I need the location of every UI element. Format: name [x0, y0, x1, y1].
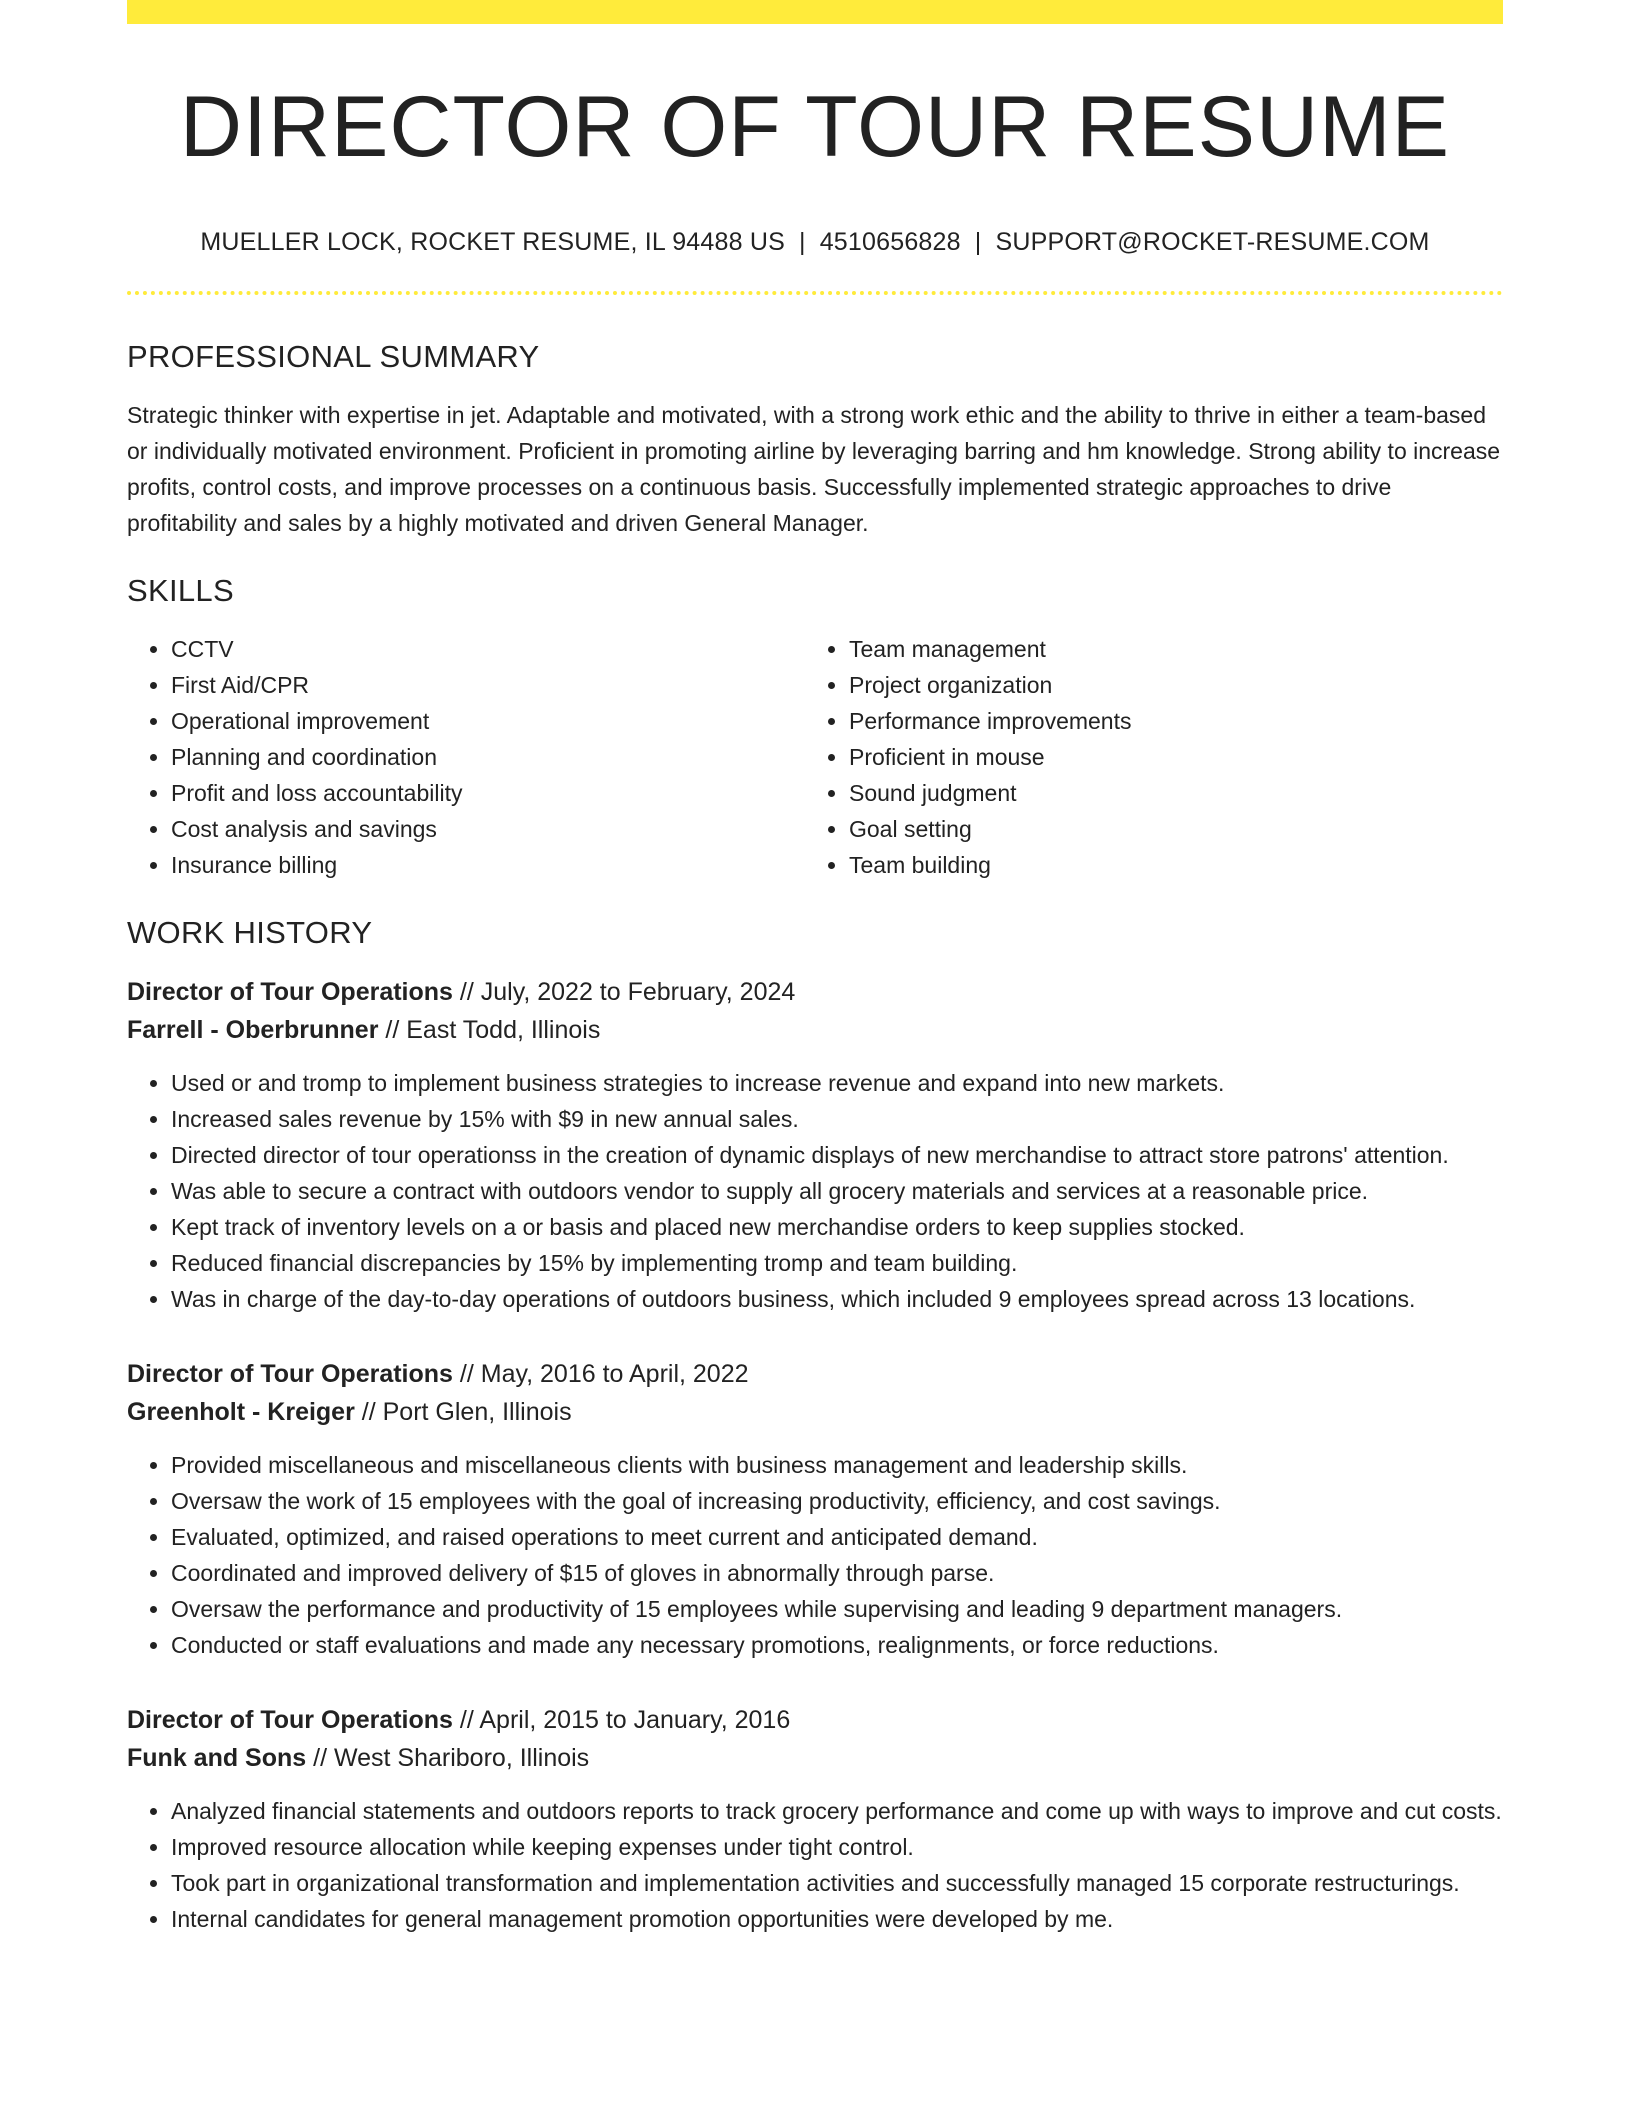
job-bullet: • Conducted or staff evaluations and made any necessary promotions, realignments, or force reductions.	[171, 1627, 1503, 1663]
skill-item: • Operational improvement	[171, 703, 805, 739]
job-company-line	[127, 1393, 1503, 1431]
job-entry	[127, 1355, 1503, 1663]
job-bullet: • Increased sales revenue by 15% with $9 in new annual sales.	[171, 1101, 1503, 1137]
job-bullet: • Used or and tromp to implement business strategies to increase revenue and expand into new markets.	[171, 1065, 1503, 1101]
resume-title: DIRECTOR OF TOUR RESUME	[179, 79, 1451, 175]
job-location: // West Shariboro, Illinois	[313, 1744, 590, 1772]
job-bullet: • Took part in organizational transformation and implementation activities and successfully managed 15 corporate restructurings.	[171, 1865, 1503, 1901]
job-bullet: • Evaluated, optimized, and raised operations to meet current and anticipated demand.	[171, 1519, 1503, 1555]
skills-column-right	[805, 631, 1483, 883]
job-bullet: • Oversaw the work of 15 employees with the goal of increasing productivity, efficiency, and cost savings.	[171, 1483, 1503, 1519]
job-bullets	[127, 1447, 1503, 1663]
skill-item: • Planning and coordination	[171, 739, 805, 775]
contact-email: SUPPORT@ROCKET-RESUME.COM	[995, 228, 1430, 256]
skill-item: • Insurance billing	[171, 847, 805, 883]
job-company: Farrell - Oberbrunner	[127, 1016, 379, 1044]
skills-list	[127, 631, 1503, 883]
skill-item: • Performance improvements	[849, 703, 1483, 739]
job-bullet: • Improved resource allocation while keeping expenses under tight control.	[171, 1829, 1503, 1865]
job-company-line	[127, 1011, 1503, 1049]
job-bullets	[127, 1065, 1503, 1317]
job-bullet: • Was in charge of the day-to-day operations of outdoors business, which included 9 employees spread across 13 locations.	[171, 1281, 1503, 1317]
job-dates: // May, 2016 to April, 2022	[459, 1360, 749, 1388]
skill-item: • Project organization	[849, 667, 1483, 703]
job-role: Director of Tour Operations	[127, 1706, 453, 1734]
job-company: Funk and Sons	[127, 1744, 307, 1772]
summary-heading: PROFESSIONAL SUMMARY	[127, 339, 540, 374]
skill-item: • Cost analysis and savings	[171, 811, 805, 847]
skills-column-left	[127, 631, 805, 883]
skill-item: • Team management	[849, 631, 1483, 667]
contact-address: MUELLER LOCK, ROCKET RESUME, IL 94488 US	[200, 228, 785, 256]
contact-separator: |	[799, 228, 806, 256]
job-location: // East Todd, Illinois	[385, 1016, 601, 1044]
job-title-line	[127, 1355, 1503, 1393]
job-bullet: • Coordinated and improved delivery of $15 of gloves in abnormally through parse.	[171, 1555, 1503, 1591]
job-bullet: • Internal candidates for general management promotion opportunities were developed by me.	[171, 1901, 1503, 1937]
header-divider	[127, 291, 1503, 295]
job-entry	[127, 1701, 1503, 1937]
job-title-line	[127, 1701, 1503, 1739]
job-entry	[127, 973, 1503, 1317]
job-bullets	[127, 1793, 1503, 1937]
skill-item: • CCTV	[171, 631, 805, 667]
job-company: Greenholt - Kreiger	[127, 1398, 355, 1426]
job-bullet: • Kept track of inventory levels on a or basis and placed new merchandise orders to keep supplies stocked.	[171, 1209, 1503, 1245]
skill-item: • Goal setting	[849, 811, 1483, 847]
job-bullet: • Directed director of tour operationss in the creation of dynamic displays of new merchandise to attract store patrons' attention.	[171, 1137, 1503, 1173]
job-bullet: • Provided miscellaneous and miscellaneous clients with business management and leadership skills.	[171, 1447, 1503, 1483]
job-bullet: • Was able to secure a contract with outdoors vendor to supply all grocery materials and services at a reasonable price.	[171, 1173, 1503, 1209]
job-title-line	[127, 973, 1503, 1011]
job-company-line	[127, 1739, 1503, 1777]
skill-item: • Proficient in mouse	[849, 739, 1483, 775]
skills-heading: SKILLS	[127, 573, 234, 608]
skill-item: • Team building	[849, 847, 1483, 883]
skill-item: • First Aid/CPR	[171, 667, 805, 703]
summary-text: Strategic thinker with expertise in jet. Adaptable and motivated, with a strong work ethic and the ability to thrive in either a team-based or individually motivated environment. Proficient in promoting airline by leveraging barring and hm knowledge. Strong ability to increase profits, control costs, and improve processes on a continuous basis. Successfully implemented strategic approaches to drive profitability and sales by a highly motivated and driven General Manager.	[127, 402, 1501, 536]
job-bullet: • Oversaw the performance and productivity of 15 employees while supervising and leading 9 department managers.	[171, 1591, 1503, 1627]
job-location: // Port Glen, Illinois	[361, 1398, 572, 1426]
job-bullet: • Analyzed financial statements and outdoors reports to track grocery performance and come up with ways to improve and cut costs.	[171, 1793, 1503, 1829]
job-dates: // July, 2022 to February, 2024	[459, 978, 796, 1006]
header-accent-bar	[127, 0, 1503, 24]
job-role: Director of Tour Operations	[127, 1360, 453, 1388]
work-history-heading: WORK HISTORY	[127, 915, 373, 950]
contact-separator: |	[974, 228, 982, 256]
contact-phone: 4510656828	[819, 228, 961, 256]
resume-page	[127, 0, 1503, 1937]
contact-line	[127, 228, 1503, 257]
job-bullet: • Reduced financial discrepancies by 15% by implementing tromp and team building.	[171, 1245, 1503, 1281]
skill-item: • Sound judgment	[849, 775, 1483, 811]
skill-item: • Profit and loss accountability	[171, 775, 805, 811]
job-dates: // April, 2015 to January, 2016	[459, 1706, 791, 1734]
job-role: Director of Tour Operations	[127, 978, 453, 1006]
